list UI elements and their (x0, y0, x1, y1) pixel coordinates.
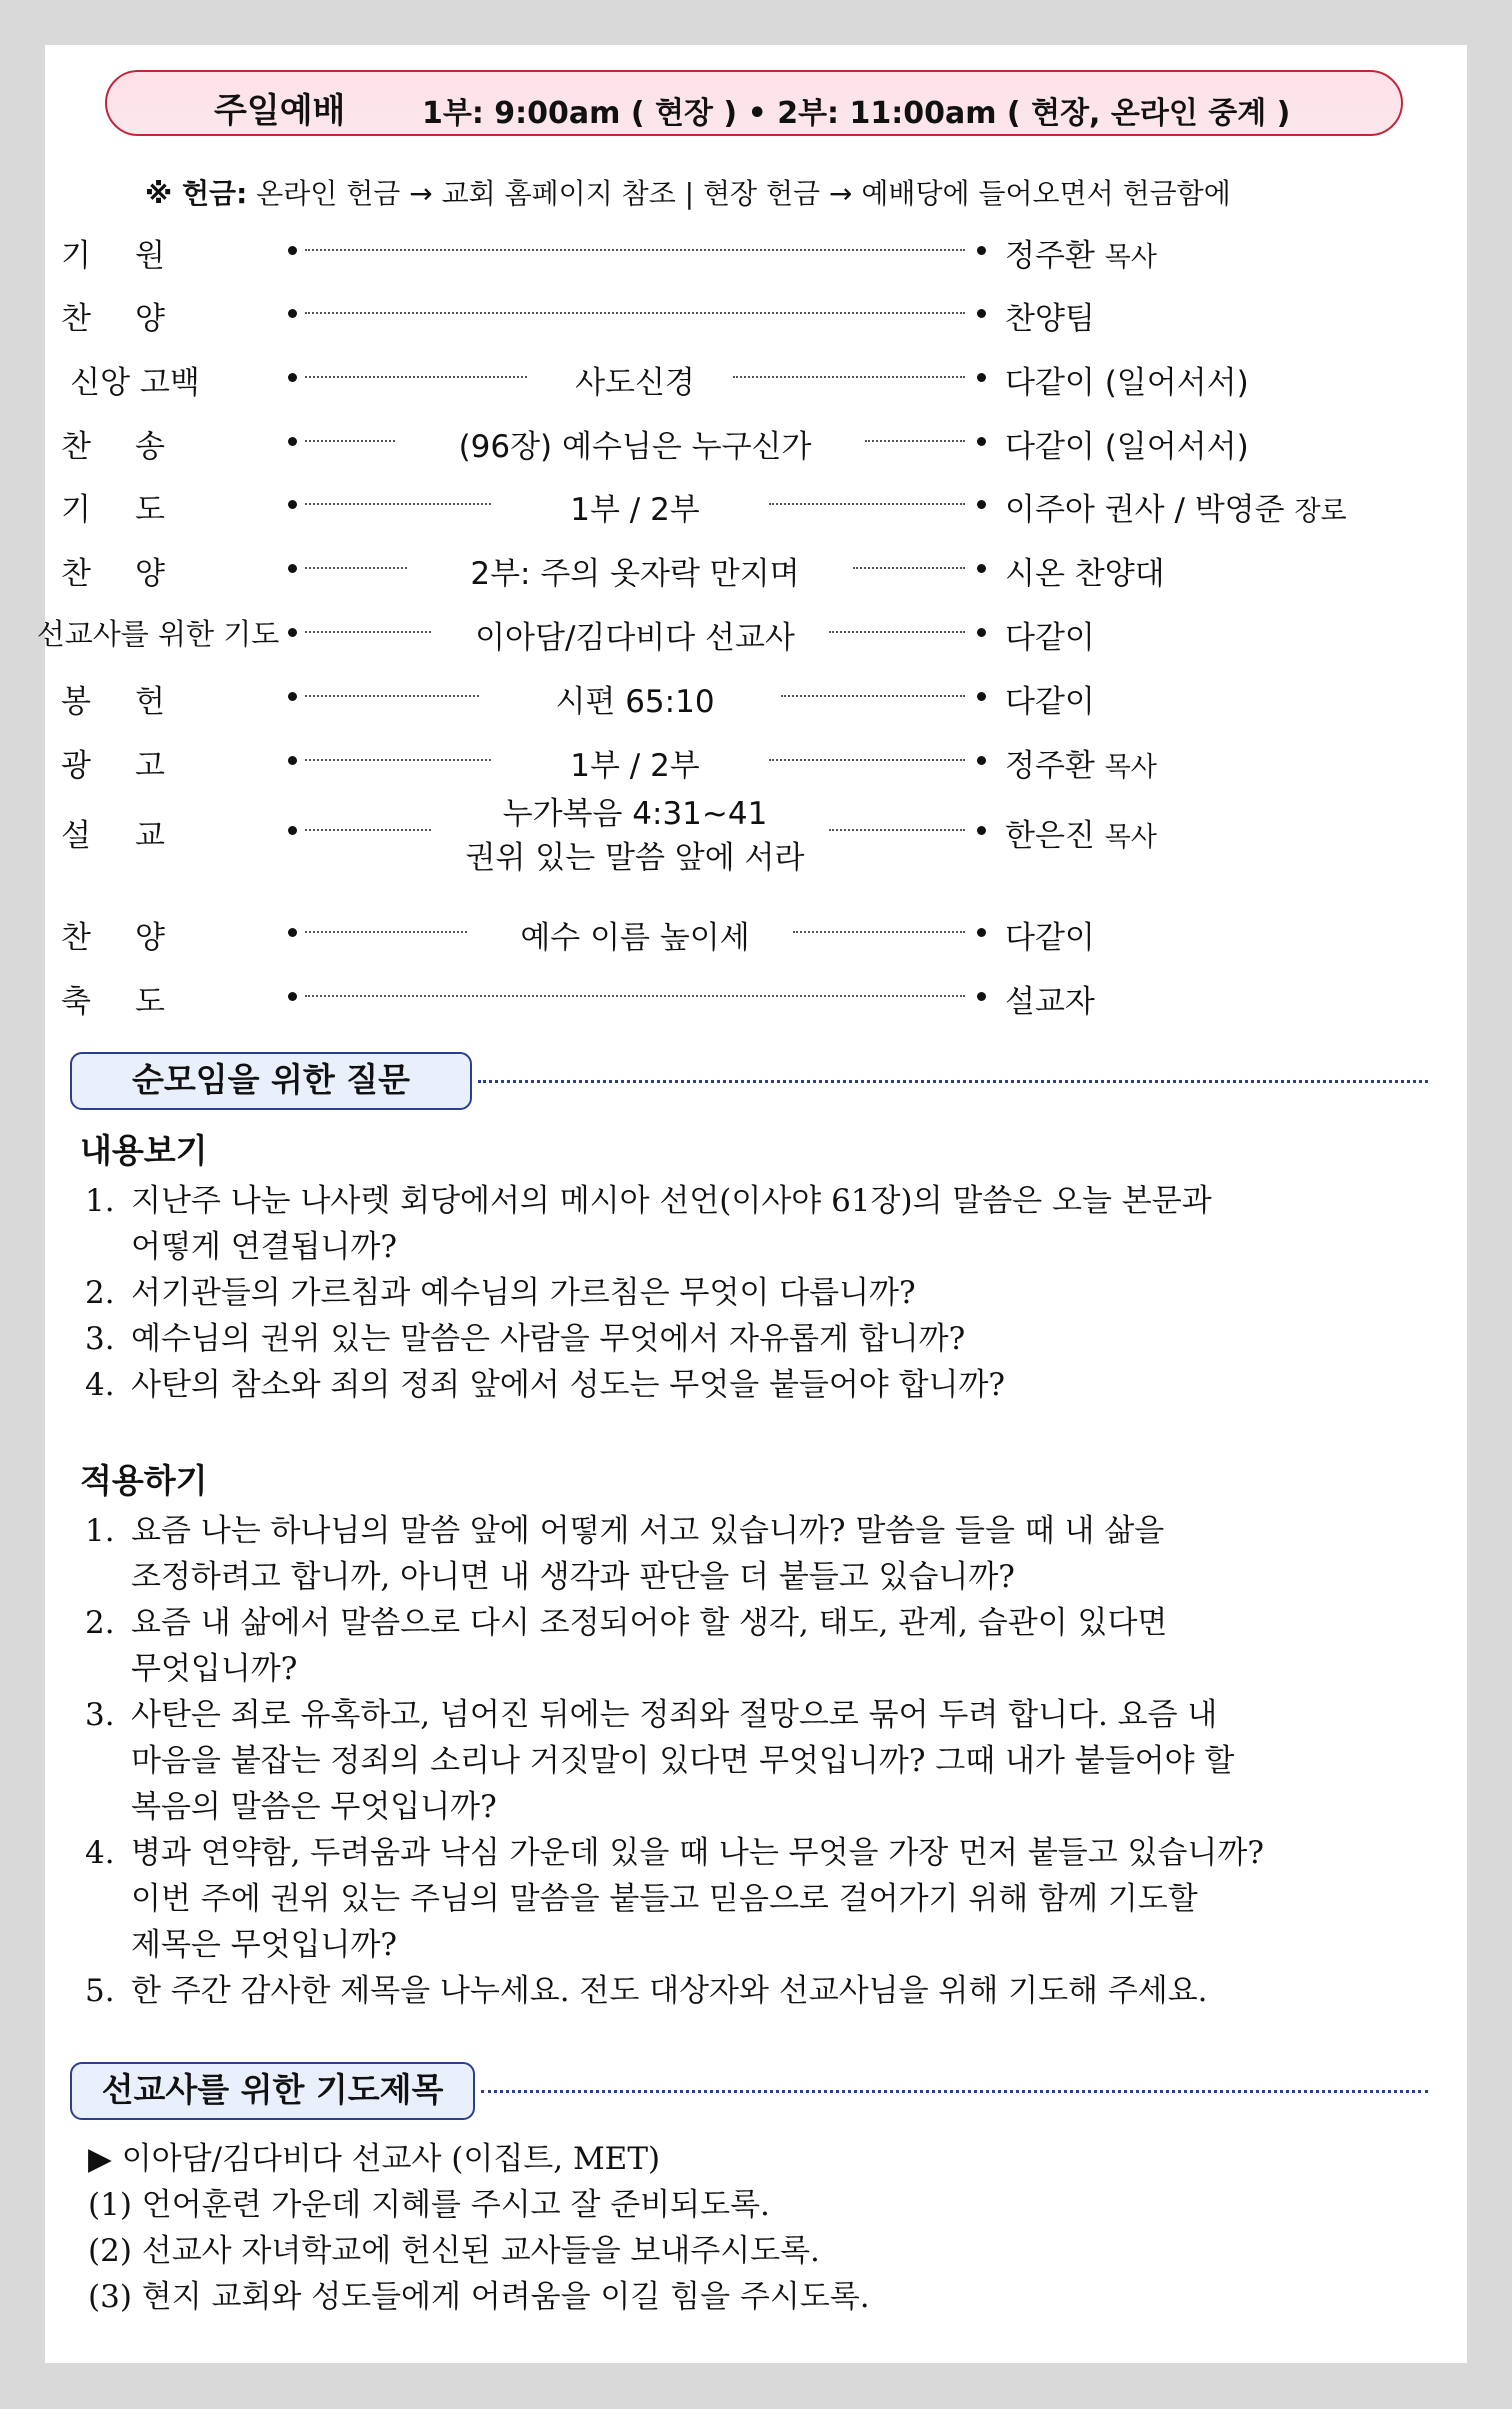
worship-item-detail: 예수 이름 높이세 (520, 920, 750, 956)
dotted-leader (305, 995, 965, 997)
worship-item-leader (1005, 230, 1157, 275)
bullet-dot (977, 246, 986, 255)
list-number: 1. (85, 1513, 115, 1549)
dotted-leader (305, 249, 965, 251)
worship-row (0, 912, 1422, 956)
list-number: 5. (85, 1973, 115, 2009)
bullet-dot (977, 928, 986, 937)
worship-row (0, 796, 1422, 876)
list-item-line: 예수님의 권위 있는 말씀은 사람을 무엇에서 자유롭게 합니까? (131, 1321, 966, 1357)
apply-subheading: 적용하기 (80, 1461, 208, 1500)
worship-item-label: 선교사를 위한 기도 (36, 617, 280, 651)
bullet-dot (288, 692, 297, 701)
missionary-section-title: 선교사를 위한 기도제목 (70, 2062, 475, 2120)
worship-item-leader (1005, 293, 1095, 338)
worship-title: 주일예배 (214, 91, 346, 131)
worship-item-detail: 1부 / 2부 (570, 748, 700, 784)
list-item-line: 요즘 나는 하나님의 말씀 앞에 어떻게 서고 있습니까? 말씀을 들을 때 내 삶을 (131, 1513, 1165, 1549)
content-subheading: 내용보기 (80, 1131, 208, 1170)
leader-name: 다같이 (일어서서) (1005, 429, 1249, 465)
list-number: 2. (85, 1605, 115, 1641)
bullet-dot (288, 246, 297, 255)
worship-item-detail: (96장) 예수님은 누구신가 (458, 429, 812, 465)
list-item-line: 사탄은 죄로 유혹하고, 넘어진 뒤에는 정죄와 절망으로 묶어 두려 합니다. 요즘 내 (131, 1697, 1218, 1733)
bullet-dot (288, 992, 297, 1001)
section-divider (481, 2090, 1428, 2093)
list-number: 2. (85, 1275, 115, 1311)
list-item (85, 1600, 1415, 1692)
prayer-item: (1) 언어훈련 가운데 지혜를 주시고 잘 준비되도록. (88, 2187, 770, 2223)
list-item (85, 1316, 1415, 1362)
bullet-dot (977, 692, 986, 701)
leader-name: 시온 찬양대 (1005, 556, 1165, 592)
leader-name: 한은진 (1005, 818, 1095, 854)
bullet-dot (288, 309, 297, 318)
worship-item-label: 찬양 (61, 556, 209, 592)
worship-item-leader (1005, 740, 1157, 785)
worship-item-leader (1005, 421, 1249, 466)
bullet-dot (977, 309, 986, 318)
list-item-line: 병과 연약함, 두려움과 낙심 가운데 있을 때 나는 무엇을 가장 먼저 붙들고 있습니까? (131, 1835, 1264, 1871)
content-question-list (85, 1178, 1415, 1408)
list-item (85, 1362, 1415, 1408)
bullet-dot (977, 628, 986, 637)
worship-item-detail: 사도신경 (575, 365, 695, 401)
leader-name: 다같이 (1005, 920, 1095, 956)
list-item (85, 1830, 1415, 1968)
leader-role: 목사 (1104, 822, 1157, 853)
worship-item-detail: 누가복음 4:31~41 (502, 796, 768, 832)
list-item-line: 요즘 내 삶에서 말씀으로 다시 조정되어야 할 생각, 태도, 관계, 습관이 있다면 (131, 1605, 1168, 1641)
questions-section-title: 순모임을 위한 질문 (70, 1052, 472, 1110)
worship-item-label: 축도 (61, 984, 209, 1020)
worship-item-label: 찬양 (61, 920, 209, 956)
bullet-dot (288, 564, 297, 573)
list-item-line: 어떻게 연결됩니까? (131, 1229, 398, 1265)
bullet-dot (977, 992, 986, 1001)
bullet-dot (288, 437, 297, 446)
worship-times: 1부: 9:00am ( 현장 ) • 2부: 11:00am ( 현장, 온라인 중계 ) (422, 96, 1291, 131)
worship-row (0, 612, 1422, 656)
bullet-dot (977, 826, 986, 835)
worship-item-leader (1005, 976, 1095, 1021)
worship-item-label: 찬송 (61, 429, 209, 465)
list-item (85, 1692, 1415, 1830)
worship-item-detail: 1부 / 2부 (570, 492, 700, 528)
list-item-line: 제목은 무엇입니까? (131, 1927, 398, 1963)
leader-name: 정주환 (1005, 748, 1095, 784)
worship-row (0, 484, 1422, 528)
leader-role: 목사 (1104, 242, 1157, 273)
offering-text: 온라인 헌금 → 교회 홈페이지 참조 | 현장 헌금 → 예배당에 들어오면서 헌금함에 (256, 177, 1231, 210)
leader-name: 다같이 (일어서서) (1005, 365, 1249, 401)
apply-question-list (85, 1508, 1415, 2014)
list-number: 4. (85, 1835, 115, 1871)
list-item-line: 사탄의 참소와 죄의 정죄 앞에서 성도는 무엇을 붙들어야 합니까? (131, 1367, 1006, 1403)
list-number: 3. (85, 1697, 115, 1733)
list-item (85, 1270, 1415, 1316)
worship-row (0, 548, 1422, 592)
list-item-line: 마음을 붙잡는 정죄의 소리나 거짓말이 있다면 무엇입니까? 그때 내가 붙들어야 할 (131, 1743, 1235, 1779)
prayer-item: (2) 선교사 자녀학교에 헌신된 교사들을 보내주시도록. (88, 2233, 820, 2269)
worship-item-leader (1005, 357, 1249, 402)
bullet-dot (288, 500, 297, 509)
list-item-line: 조정하려고 합니까, 아니면 내 생각과 판단을 더 붙들고 있습니까? (131, 1559, 1015, 1595)
worship-item-detail: 시편 65:10 (555, 684, 715, 720)
worship-item-label: 찬양 (61, 301, 209, 337)
leader-role: 장로 (1294, 496, 1347, 527)
worship-item-leader (1005, 612, 1095, 657)
leader-name: 찬양팀 (1005, 301, 1095, 337)
leader-name: 다같이 (1005, 684, 1095, 720)
worship-row (0, 676, 1422, 720)
worship-item-detail: 이아담/김다비다 선교사 (475, 620, 795, 656)
worship-item-label: 설교 (61, 818, 209, 854)
list-item (85, 1968, 1415, 2014)
worship-item-label: 봉헌 (61, 684, 209, 720)
list-item-line: 복음의 말씀은 무엇입니까? (131, 1789, 497, 1825)
bullet-dot (977, 437, 986, 446)
worship-row (0, 357, 1422, 401)
worship-row (0, 293, 1422, 337)
worship-item-leader (1005, 548, 1165, 593)
worship-item-leader (1005, 912, 1095, 957)
list-number: 1. (85, 1183, 115, 1219)
section-divider (478, 1080, 1428, 1083)
worship-row (0, 230, 1422, 274)
offering-note (145, 172, 1231, 212)
worship-header (105, 70, 1403, 136)
leader-name: 정주환 (1005, 238, 1095, 274)
bullet-dot (977, 756, 986, 765)
list-item-line: 지난주 나눈 나사렛 회당에서의 메시아 선언(이사야 61장)의 말씀은 오늘 본문과 (131, 1183, 1212, 1219)
worship-item-label: 기도 (61, 492, 209, 528)
prayer-item: (3) 현지 교회와 성도들에게 어려움을 이길 힘을 주시도록. (88, 2279, 870, 2315)
worship-item-label: 광고 (61, 748, 209, 784)
dotted-leader (305, 312, 965, 314)
list-number: 4. (85, 1367, 115, 1403)
worship-row (0, 976, 1422, 1020)
list-item-line: 한 주간 감사한 제목을 나누세요. 전도 대상자와 선교사님을 위해 기도해 주세요. (131, 1973, 1208, 2009)
bullet-dot (977, 373, 986, 382)
worship-item-label: 기원 (61, 238, 209, 274)
bullet-dot (288, 928, 297, 937)
leader-name: 다같이 (1005, 620, 1095, 656)
bullet-dot (288, 756, 297, 765)
worship-item-leader (1005, 484, 1347, 529)
list-item-line: 무엇입니까? (131, 1651, 298, 1687)
list-item-line: 서기관들의 가르침과 예수님의 가르침은 무엇이 다릅니까? (131, 1275, 916, 1311)
leader-name: 설교자 (1005, 984, 1095, 1020)
worship-item-label: 신앙 고백 (70, 365, 200, 401)
worship-row (0, 740, 1422, 784)
list-item (85, 1178, 1415, 1270)
bullet-dot (977, 500, 986, 509)
worship-item-leader (1005, 676, 1095, 721)
offering-label: ※ 헌금: (145, 177, 248, 210)
bullet-dot (977, 564, 986, 573)
worship-row (0, 421, 1422, 465)
bullet-dot (288, 373, 297, 382)
worship-item-detail: 2부: 주의 옷자락 만지며 (470, 556, 800, 592)
worship-item-detail: 권위 있는 말씀 앞에 서라 (465, 840, 805, 876)
bullet-dot (288, 826, 297, 835)
list-number: 3. (85, 1321, 115, 1357)
leader-name: 이주아 권사 / 박영준 (1005, 492, 1285, 528)
worship-item-leader (1005, 810, 1157, 855)
list-item-line: 이번 주에 권위 있는 주님의 말씀을 붙들고 믿음으로 걸어가기 위해 함께 기도할 (131, 1881, 1198, 1917)
missionary-heading: ▶ 이아담/김다비다 선교사 (이집트, MET) (88, 2141, 661, 2177)
list-item (85, 1508, 1415, 1600)
leader-role: 목사 (1104, 752, 1157, 783)
bullet-dot (288, 628, 297, 637)
